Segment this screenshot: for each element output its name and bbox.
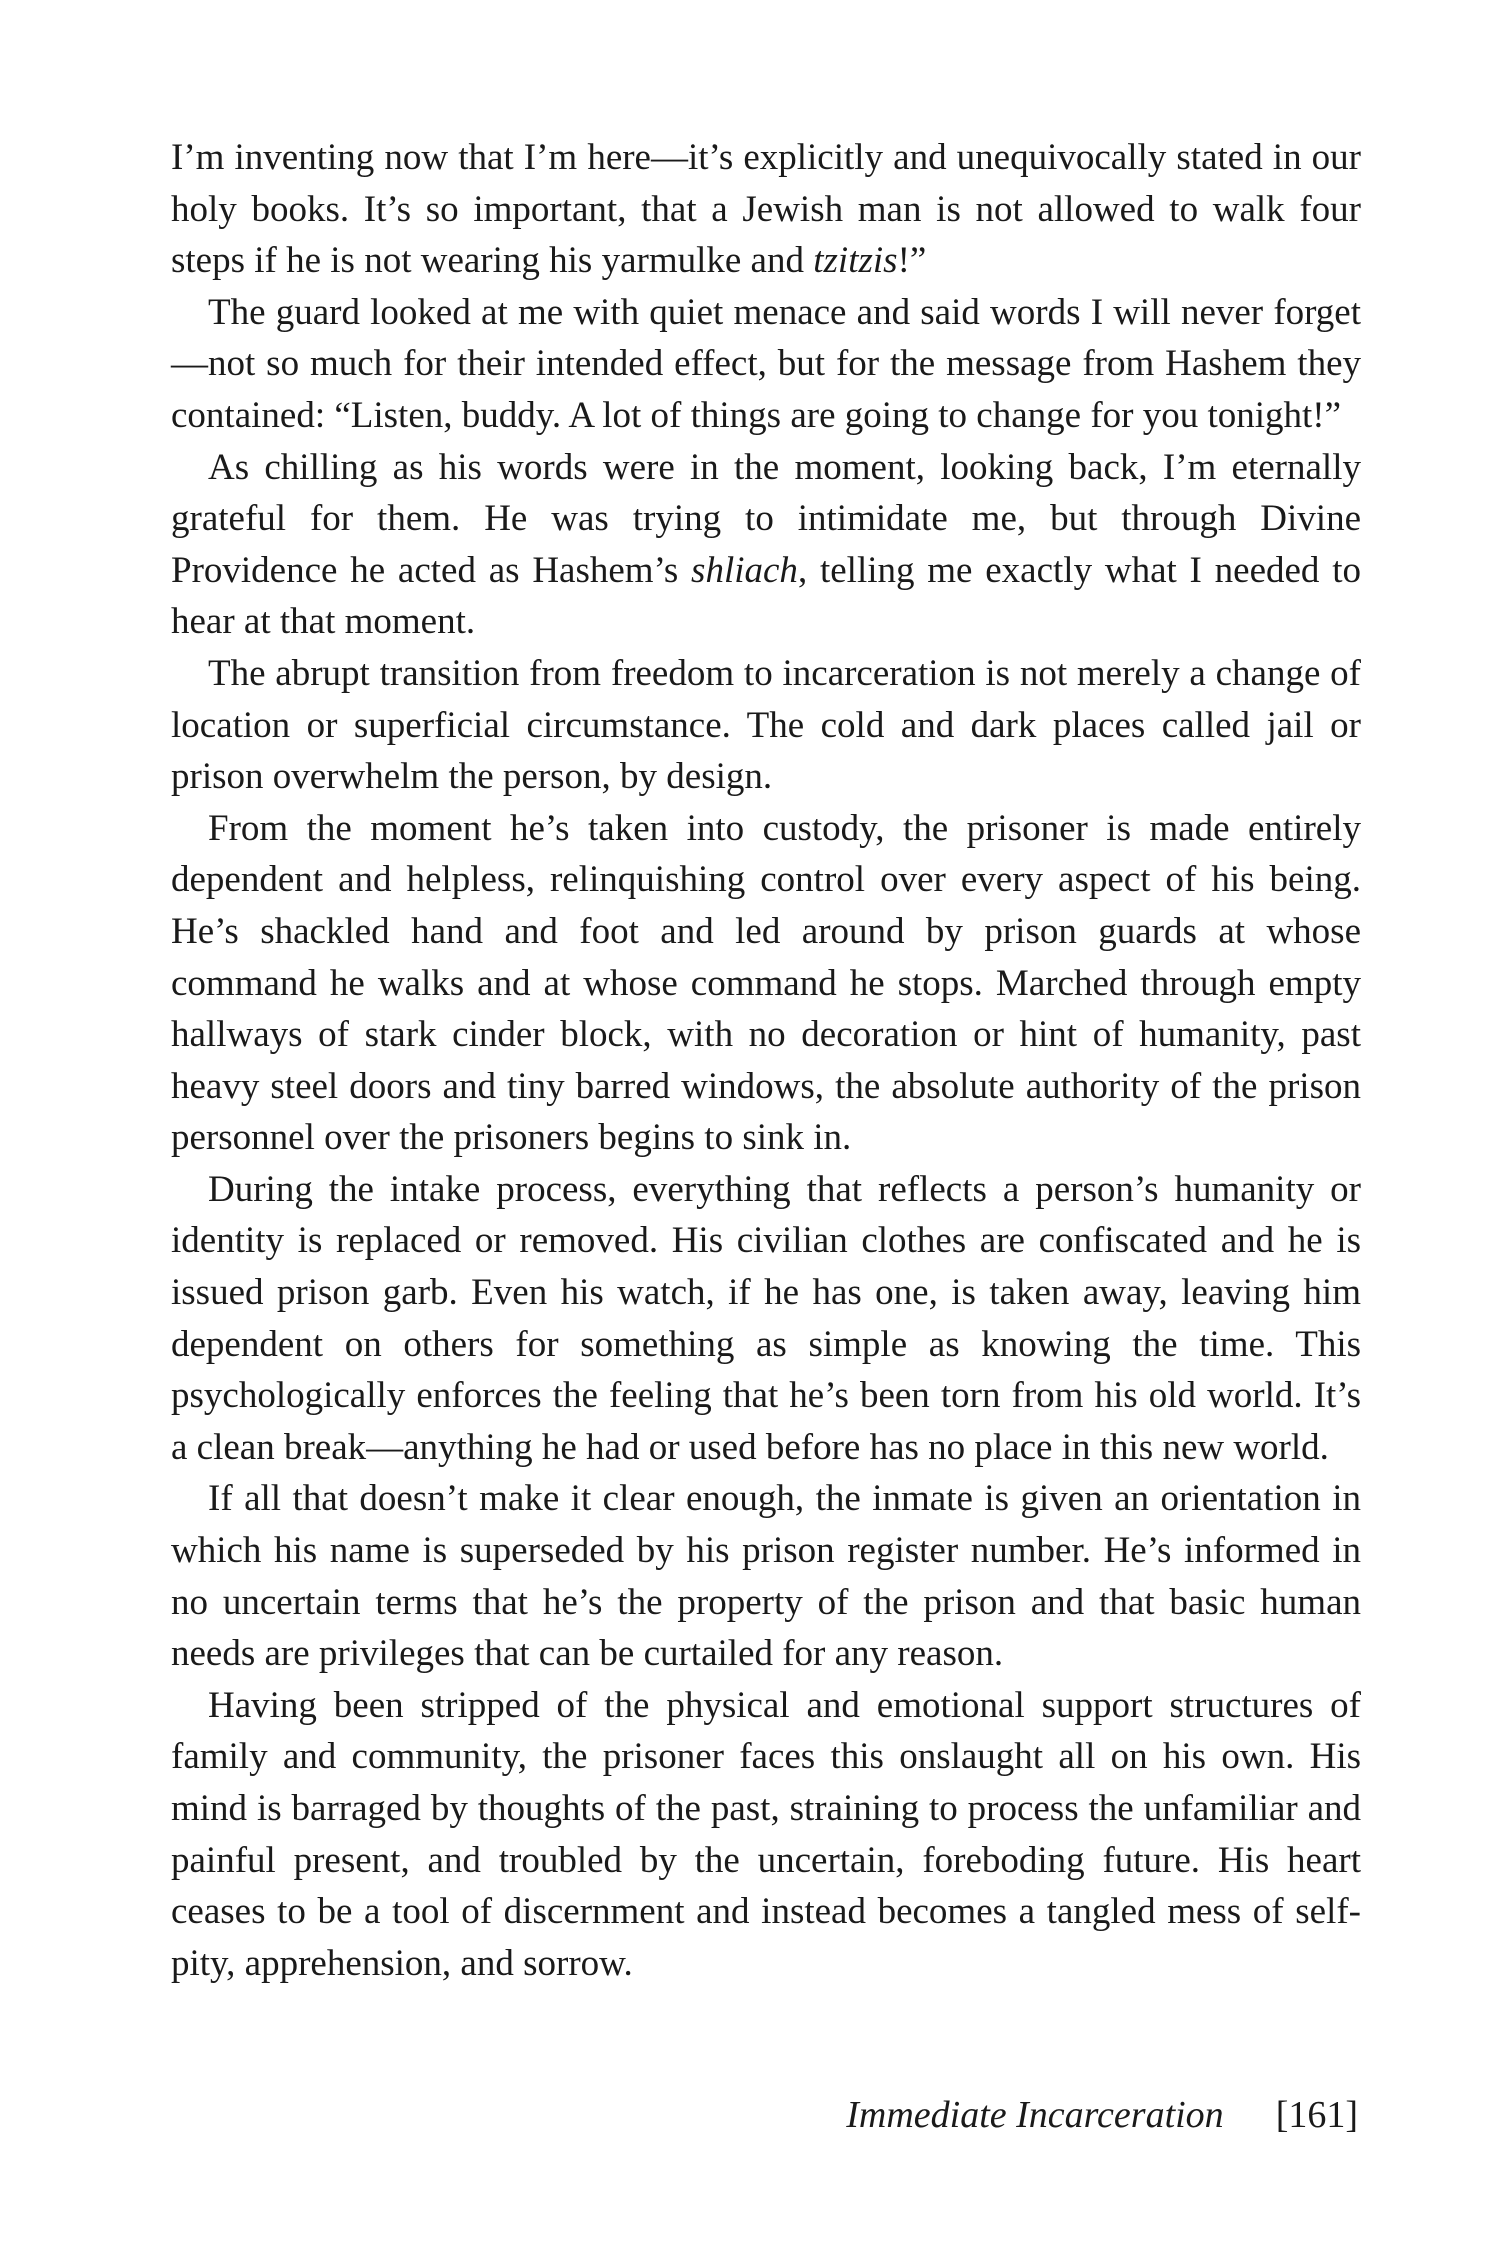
paragraph-7: If all that doesn’t make it clear enough, the inmate is given an orientation in which his name is superseded by his prison register number. He’s informed in no uncertain terms that he’s the property of the prison and that basic human needs are privileges that can be curtailed for any reason.	[171, 1478, 1361, 1675]
paragraph-3	[171, 442, 1361, 648]
page-footer	[846, 2090, 1358, 2140]
running-title: Immediate Incarceration	[846, 2094, 1224, 2136]
paragraph-4: The abrupt transition from freedom to incarceration is not merely a change of location or superficial circumstance. The cold and dark places called jail or prison overwhelm the person, by design.	[171, 652, 1361, 798]
page-number: [161]	[1275, 2094, 1358, 2136]
paragraph-5: From the moment he’s taken into custody, the prisoner is made entirely dependent and helpless, relinquishing control over every aspect of his being. He’s shackled hand and foot and led around by prison guards at whose command he walks and at whose command he stops. Marched through empty hallways of stark cinder block, with no decoration or hint of humanity, past heavy steel doors and tiny barred windows, the absolute authority of the prison personnel over the prisoners begins to sink in.	[171, 807, 1361, 1159]
paragraph-1-text-b: !”	[897, 240, 927, 282]
italic-term-shliach: shliach	[691, 549, 798, 591]
italic-term-tzitzis: tzitzis	[813, 240, 898, 282]
paragraph-6: During the intake process, everything that reflects a person’s humanity or identity is replaced or removed. His civilian clothes are confiscated and he is issued prison garb. Even his watch, if he has one, is taken away, leaving him dependent on others for something as simple as knowing the time. This psychologically enforces the feeling that he’s been torn from his old world. It’s a clean break—anything he had or used before has no place in this new world.	[171, 1168, 1361, 1468]
paragraph-1	[171, 132, 1361, 287]
paragraph-2: The guard looked at me with quiet menace and said words I will never forget—not so much for their intended effect, but for the message from Hashem they contained: “Listen, buddy. A lot of things are going to change for you tonight!”	[171, 291, 1361, 436]
paragraph-3-text-b: , telling me exactly what I needed to hear at that moment.	[171, 549, 1361, 643]
paragraph-8: Having been stripped of the physical and emotional support structures of family and community, the prisoner faces this onslaught all on his own. His mind is barraged by thoughts of the past, straining to process the unfamiliar and painful present, and troubled by the uncertain, foreboding future. His heart ceases to be a tool of discernment and instead becomes a tangled mess of self-pity, apprehension, and sorrow.	[171, 1684, 1361, 1984]
paragraph-3-text-a: As chilling as his words were in the moment, looking back, I’m eternally grateful for them. He was trying to intimidate me, but through Divine Providence he acted as Hashem’s	[171, 446, 1361, 591]
body-text	[171, 132, 1361, 1989]
paragraph-1-text-a: I’m inventing now that I’m here—it’s explicitly and unequivocally stated in our holy books. It’s so important, that a Jewish man is not allowed to walk four steps if he is not wearing his yarmulke and	[171, 137, 1361, 282]
